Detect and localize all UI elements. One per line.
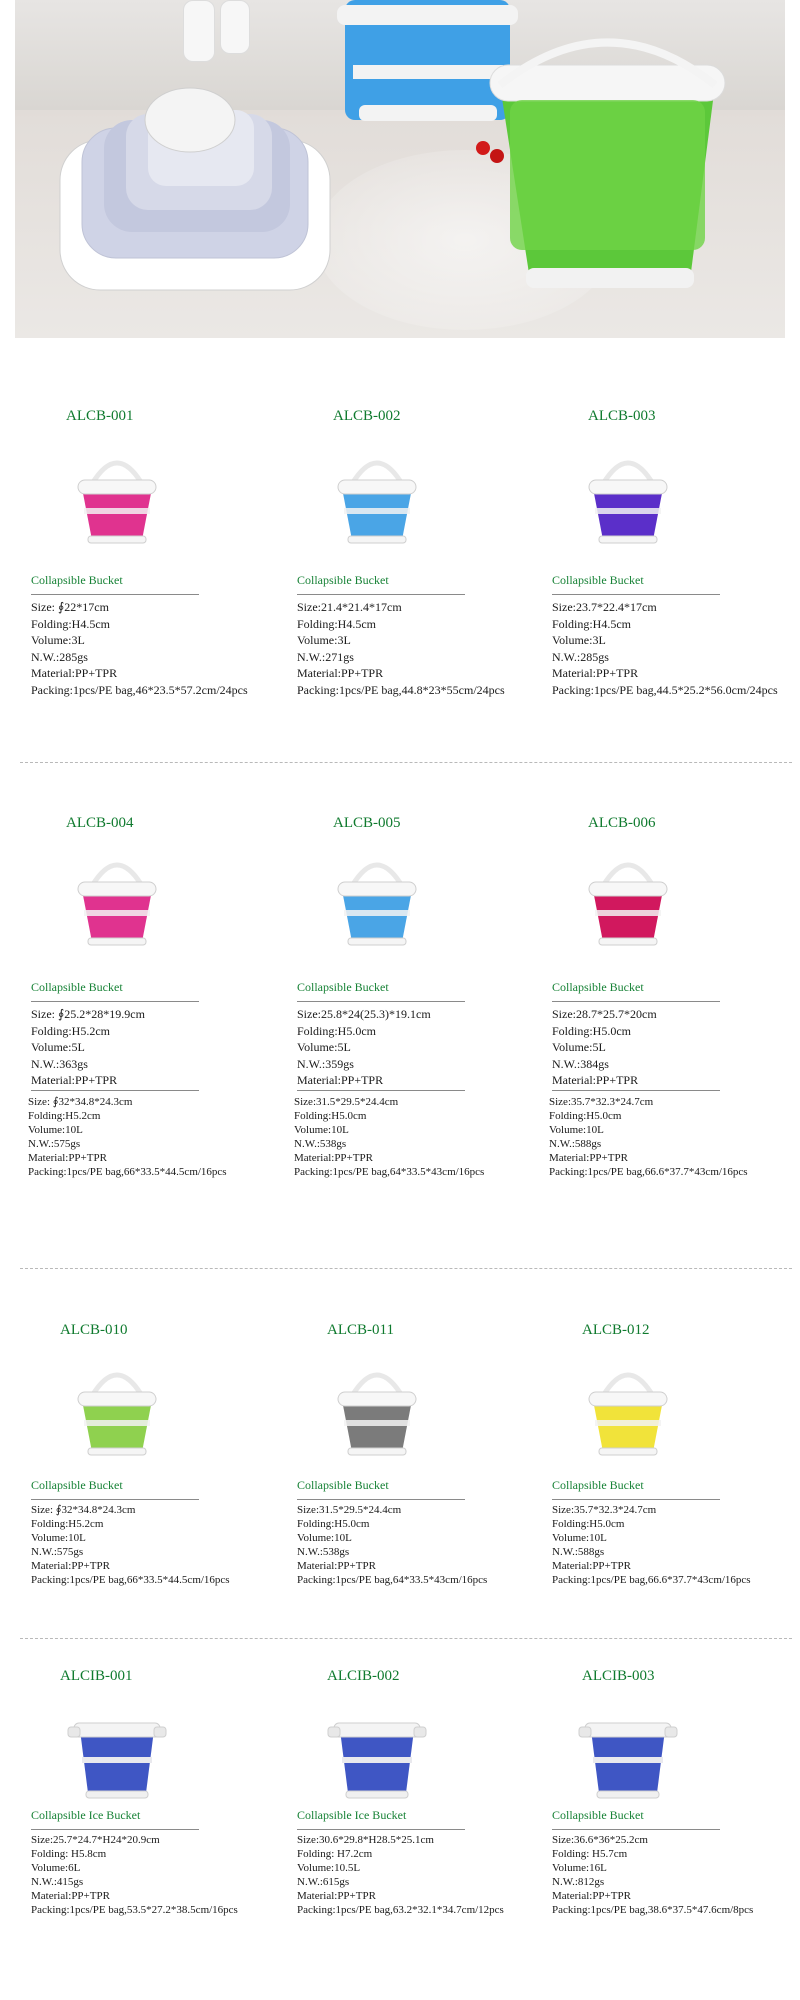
bucket-icon [322,448,432,548]
product-thumbnail [573,448,683,553]
spec-line: Folding:H5.0cm [297,1518,370,1530]
spec-line: Volume:10L [549,1124,604,1136]
spec-line: Folding:H5.2cm [31,1518,104,1530]
spec-line: Size: ∮22*17cm [31,600,109,614]
product-specs [297,599,505,698]
bucket-icon [62,850,172,950]
spec-line: Material:PP+TPR [552,666,639,680]
product-thumbnail [573,850,683,955]
spec-line: Volume:5L [552,1040,606,1054]
product-code: ALCB-001 [66,408,134,424]
spec-line: Size:25.8*24(25.3)*19.1cm [297,1007,431,1021]
spec-line: Size:31.5*29.5*24.4cm [294,1096,399,1108]
product-code: ALCB-004 [66,815,134,831]
spec-line: Size:36.6*36*25.2cm [552,1834,648,1846]
spec-line: Packing:1pcs/PE bag,64*33.5*43cm/16pcs [294,1166,485,1178]
spec-line: Material:PP+TPR [31,666,118,680]
product-thumbnail [62,850,172,955]
section-divider [20,1268,792,1269]
product-specs-large [549,1095,748,1179]
bucket-icon [322,850,432,950]
product-specs [31,599,248,698]
spec-line: Volume:3L [297,633,351,647]
spec-line: Volume:10.5L [297,1862,361,1874]
product-specs [552,1503,751,1587]
spec-line: Packing:1pcs/PE bag,66*33.5*44.5cm/16pcs [31,1574,230,1586]
spec-line: Packing:1pcs/PE bag,63.2*32.1*34.7cm/12pcs [297,1904,504,1916]
product-code: ALCB-010 [60,1322,128,1338]
spec-line: Material:PP+TPR [31,1560,110,1572]
spec-line: Size:30.6*29.8*H28.5*25.1cm [297,1834,434,1846]
product-specs [552,599,778,698]
spec-line: N.W.:588gs [549,1138,602,1150]
name-underline [31,1829,199,1830]
spec-line: Volume:3L [31,633,85,647]
spec-line: Folding:H5.0cm [552,1518,625,1530]
spec-line: N.W.:415gs [31,1876,84,1888]
spec-line: Packing:1pcs/PE bag,64*33.5*43cm/16pcs [297,1574,488,1586]
spec-line: Size:35.7*32.3*24.7cm [552,1504,657,1516]
spec-line: Size:35.7*32.3*24.7cm [549,1096,654,1108]
product-name: Collapsible Bucket [552,980,644,994]
spec-line: Size:21.4*21.4*17cm [297,600,402,614]
product-thumbnail [322,850,432,955]
spec-line: Folding: H7.2cm [297,1848,373,1860]
spec-line: Packing:1pcs/PE bag,66.6*37.7*43cm/16pcs [549,1166,748,1178]
product-name: Collapsible Bucket [31,573,123,587]
spec-line: Material:PP+TPR [552,1073,639,1087]
product-name: Collapsible Bucket [552,573,644,587]
product-thumbnail [62,448,172,553]
spec-line: Packing:1pcs/PE bag,46*23.5*57.2cm/24pcs [31,682,248,697]
spec-line: Folding:H5.2cm [31,1023,111,1038]
spec-line: N.W.:538gs [297,1546,350,1558]
ice-bucket-icon [573,1705,683,1805]
spec-line: Volume:5L [31,1040,85,1054]
spec-line: Volume:10L [294,1124,349,1136]
product-code: ALCB-003 [588,408,656,424]
spec-line: Volume:10L [28,1124,83,1136]
product-specs [297,1833,504,1917]
bucket-icon [62,1360,172,1460]
name-underline [31,1499,199,1500]
product-thumbnail [62,1705,172,1810]
name-underline [297,1499,465,1500]
spec-line: Material:PP+TPR [294,1152,373,1164]
ice-bucket-icon [62,1705,172,1805]
name-underline [297,1829,465,1830]
spec-line: Packing:1pcs/PE bag,38.6*37.5*47.6cm/8pcs [552,1904,754,1916]
spec-line: Packing:1pcs/PE bag,53.5*27.2*38.5cm/16pcs [31,1904,238,1916]
name-underline [297,1001,465,1002]
spec-line: Packing:1pcs/PE bag,44.5*25.2*56.0cm/24pcs [552,682,778,697]
bucket-icon [62,448,172,548]
ice-bucket-icon [322,1705,432,1805]
spec-line: Material:PP+TPR [297,666,384,680]
bucket-icon [573,1360,683,1460]
product-specs [31,1006,145,1089]
name-underline [297,594,465,595]
hero-photo [15,0,785,338]
spec-line: Packing:1pcs/PE bag,44.8*23*55cm/24pcs [297,682,505,697]
spec-separator [552,1090,720,1091]
spec-line: Packing:1pcs/PE bag,66*33.5*44.5cm/16pcs [28,1166,227,1178]
spec-line: Size: ∮25.2*28*19.9cm [31,1007,145,1021]
product-code: ALCB-011 [327,1322,394,1338]
spec-line: Folding: H5.8cm [31,1848,107,1860]
spec-line: N.W.:588gs [552,1546,605,1558]
product-code: ALCIB-003 [582,1668,655,1684]
spec-line: N.W.:285gs [552,649,609,664]
name-underline [31,1001,199,1002]
product-name: Collapsible Bucket [31,980,123,994]
name-underline [552,594,720,595]
name-underline [31,594,199,595]
product-specs [31,1503,230,1587]
product-specs [552,1833,753,1917]
spec-line: Folding: H5.7cm [552,1848,628,1860]
spec-line: Material:PP+TPR [31,1890,110,1902]
product-specs [31,1833,238,1917]
product-specs [297,1503,487,1587]
spec-line: Volume:3L [552,633,606,647]
product-thumbnail [322,1360,432,1465]
spec-line: N.W.:615gs [297,1876,350,1888]
product-code: ALCB-012 [582,1322,650,1338]
spec-line: N.W.:285gs [31,649,88,664]
product-name: Collapsible Ice Bucket [297,1808,407,1822]
name-underline [552,1001,720,1002]
spec-line: Material:PP+TPR [552,1560,631,1572]
spec-line: Material:PP+TPR [31,1073,118,1087]
spec-line: Volume:16L [552,1862,607,1874]
spec-line: Folding:H5.2cm [28,1110,101,1122]
name-underline [552,1499,720,1500]
bucket-icon [573,850,683,950]
spec-line: Volume:10L [552,1532,607,1544]
product-name: Collapsible Bucket [297,980,389,994]
section-divider [20,762,792,763]
spec-line: Volume:5L [297,1040,351,1054]
product-code: ALCB-005 [333,815,401,831]
product-specs [297,1006,431,1089]
spec-line: Volume:10L [31,1532,86,1544]
spec-separator [31,1090,199,1091]
spec-line: Material:PP+TPR [552,1890,631,1902]
spec-line: N.W.:538gs [294,1138,347,1150]
spec-line: Size:28.7*25.7*20cm [552,1007,657,1021]
spec-line: Folding:H5.0cm [552,1023,632,1038]
spec-line: Folding:H4.5cm [297,616,377,631]
spec-line: Folding:H4.5cm [552,616,632,631]
product-code: ALCB-006 [588,815,656,831]
product-name: Collapsible Bucket [552,1808,644,1822]
spec-line: Volume:10L [297,1532,352,1544]
spec-line: Folding:H4.5cm [31,616,111,631]
product-thumbnail [573,1360,683,1465]
buckets-illustration [15,0,785,338]
product-specs [552,1006,657,1089]
spec-line: Size:31.5*29.5*24.4cm [297,1504,402,1516]
product-code: ALCIB-002 [327,1668,400,1684]
product-name: Collapsible Bucket [31,1478,123,1492]
spec-line: Material:PP+TPR [549,1152,628,1164]
section-divider [20,1638,792,1639]
spec-line: Volume:6L [31,1862,81,1874]
product-thumbnail [322,448,432,553]
spec-line: Size:25.7*24.7*H24*20.9cm [31,1834,160,1846]
product-code: ALCB-002 [333,408,401,424]
product-thumbnail [62,1360,172,1465]
spec-line: Material:PP+TPR [28,1152,107,1164]
bucket-icon [573,448,683,548]
product-name: Collapsible Bucket [297,573,389,587]
spec-line: N.W.:812gs [552,1876,605,1888]
product-name: Collapsible Ice Bucket [31,1808,141,1822]
spec-line: N.W.:575gs [31,1546,84,1558]
spec-line: Size: ∮32*34.8*24.3cm [28,1096,133,1108]
spec-line: Size: ∮32*34.8*24.3cm [31,1504,136,1516]
spec-line: N.W.:359gs [297,1056,354,1071]
product-thumbnail [573,1705,683,1810]
spec-separator [297,1090,465,1091]
spec-line: Folding:H5.0cm [294,1110,367,1122]
spec-line: N.W.:363gs [31,1056,88,1071]
name-underline [552,1829,720,1830]
spec-line: Folding:H5.0cm [297,1023,377,1038]
spec-line: Size:23.7*22.4*17cm [552,600,657,614]
product-specs-large [294,1095,484,1179]
spec-line: Packing:1pcs/PE bag,66.6*37.7*43cm/16pcs [552,1574,751,1586]
spec-line: Material:PP+TPR [297,1890,376,1902]
product-thumbnail [322,1705,432,1810]
product-code: ALCIB-001 [60,1668,133,1684]
spec-line: Material:PP+TPR [297,1073,384,1087]
product-name: Collapsible Bucket [297,1478,389,1492]
bucket-icon [322,1360,432,1460]
product-specs-large [28,1095,227,1179]
spec-line: N.W.:384gs [552,1056,609,1071]
spec-line: N.W.:271gs [297,649,354,664]
spec-line: Material:PP+TPR [297,1560,376,1572]
spec-line: Folding:H5.0cm [549,1110,622,1122]
product-name: Collapsible Bucket [552,1478,644,1492]
spec-line: N.W.:575gs [28,1138,81,1150]
